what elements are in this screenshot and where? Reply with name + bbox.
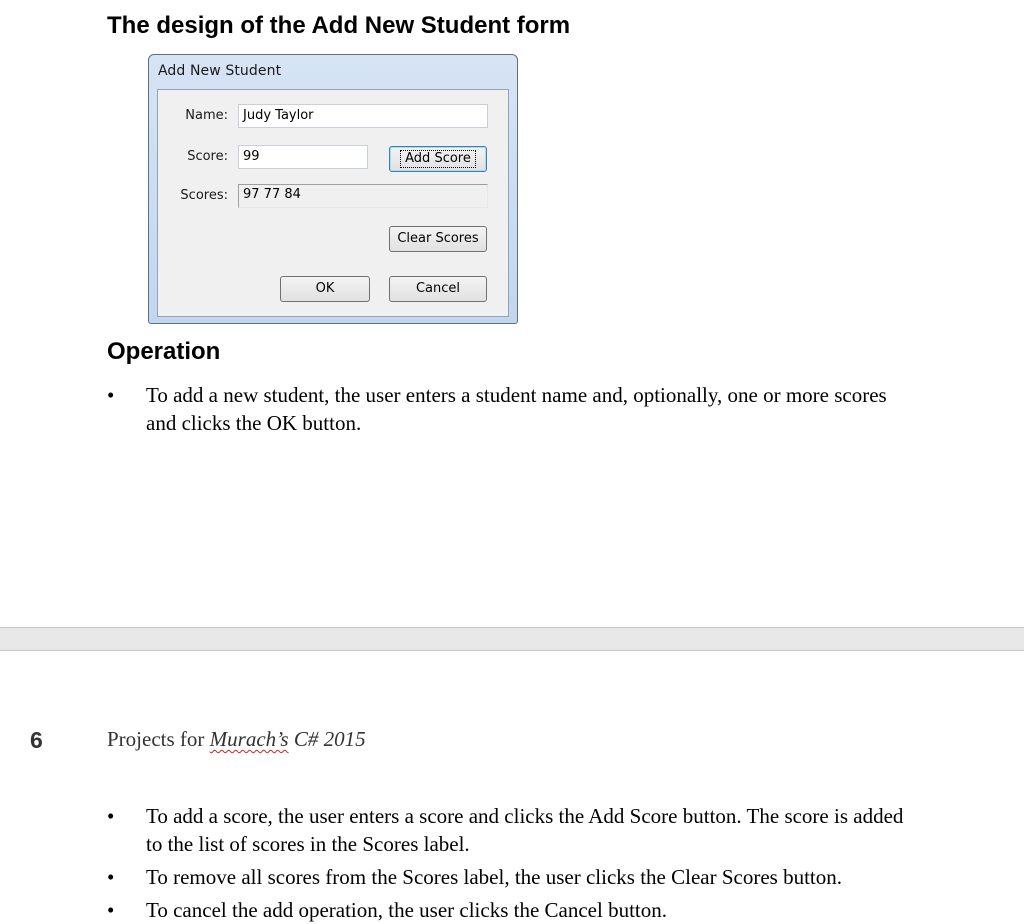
bullet-icon: • (107, 898, 115, 922)
bullet-text: To remove all scores from the Scores label, the user clicks the Clear Scores button. (146, 865, 842, 889)
bullet-icon: • (107, 383, 115, 407)
running-head (107, 727, 366, 752)
score-label: Score: (187, 149, 228, 164)
running-head-prefix: Projects for (107, 727, 210, 751)
operation-heading: Operation (107, 338, 221, 365)
score-input[interactable]: 99 (238, 145, 368, 169)
bullet-icon: • (107, 804, 115, 828)
ok-button[interactable]: OK (280, 276, 370, 302)
cancel-button[interactable]: Cancel (389, 276, 487, 302)
list-item (107, 381, 907, 437)
page-number: 6 (30, 727, 43, 753)
scores-label: Scores: (180, 188, 228, 203)
window-title: Add New Student (158, 63, 282, 79)
scores-display: 97 77 84 (238, 184, 488, 208)
bullet-text: To cancel the add operation, the user clicks the Cancel button. (146, 898, 668, 922)
list-item (107, 896, 907, 924)
add-score-label: Add Score (400, 150, 476, 168)
add-score-button[interactable] (389, 146, 487, 172)
name-input[interactable]: Judy Taylor (238, 104, 488, 128)
book-title (210, 727, 366, 751)
spellcheck-word: Murach’s (209, 727, 289, 751)
add-new-student-window (148, 54, 518, 324)
form-client-area (157, 89, 509, 317)
bullet-icon: • (107, 865, 115, 889)
page-break (0, 627, 1024, 651)
list-item (107, 863, 907, 891)
list-item (107, 802, 907, 858)
bullet-text: To add a new student, the user enters a student name and, optionally, one or more scores and clicks the OK button. (146, 383, 887, 435)
clear-scores-button[interactable]: Clear Scores (389, 226, 487, 252)
section-title: The design of the Add New Student form (107, 12, 571, 39)
book-title-suffix: C# 2015 (288, 727, 366, 751)
bullet-text: To add a score, the user enters a score and clicks the Add Score button. The score is added to the list of scores in the Scores label. (146, 804, 904, 856)
name-label: Name: (185, 108, 228, 123)
